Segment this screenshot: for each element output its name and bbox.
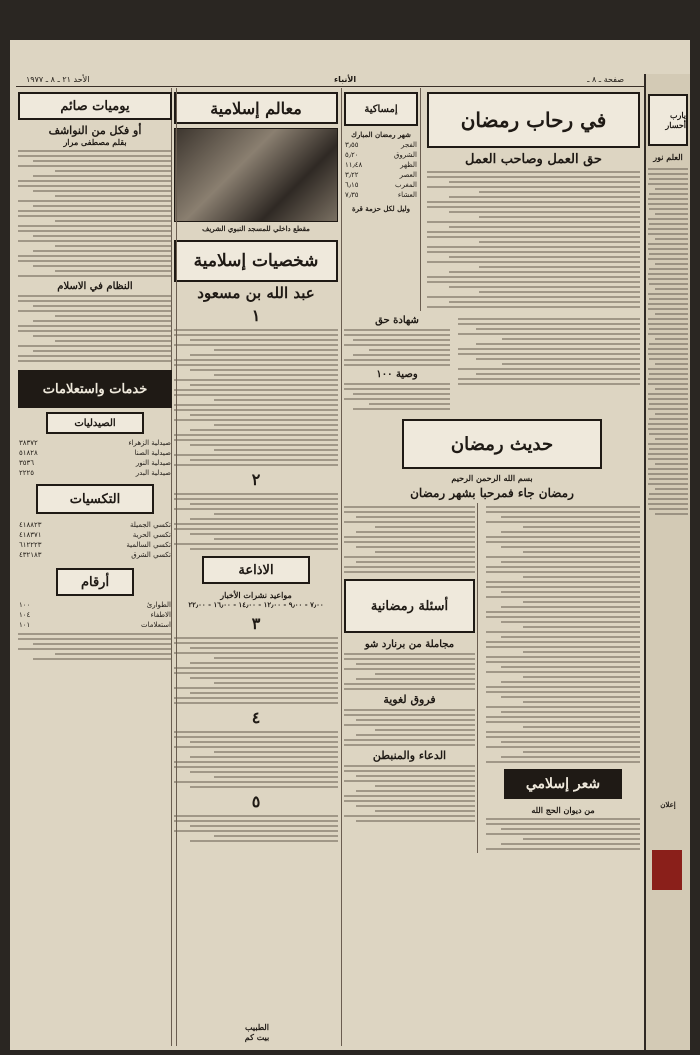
figures-head <box>174 240 338 282</box>
pharmacy-row <box>16 438 174 448</box>
taxi-head-text: التكسيات <box>69 491 121 507</box>
ad-mosque-icon <box>652 850 682 890</box>
pharmacy-row <box>16 448 174 458</box>
numbers-head <box>56 568 134 596</box>
taxi-row <box>16 530 174 540</box>
strip-text <box>646 168 690 515</box>
section-number-1: ١ <box>251 306 261 325</box>
section-number-2: ٢ <box>251 470 261 489</box>
ad-box <box>648 800 688 810</box>
taxi-value: ٤١٨٣٧١ <box>19 531 42 539</box>
imsakiya-value: ٥٫٢٠ <box>345 151 359 159</box>
imsakiya-row <box>342 190 420 200</box>
imsakiya-head <box>344 92 418 126</box>
number-row <box>16 600 174 610</box>
imsakiya-row <box>342 150 420 160</box>
radio-head <box>202 556 310 584</box>
number-row <box>16 610 174 620</box>
diary-author: بقلم مصطفى مرار <box>63 137 127 147</box>
pharmacy-value: ٣٥٣٦ <box>19 459 35 467</box>
imsakiya-name: العصر <box>399 171 417 179</box>
ad-label: إعلان <box>660 800 676 809</box>
islamic-head <box>174 92 338 124</box>
imsakiya-name: المغرب <box>395 181 417 189</box>
pharmacy-value: ٣٨٣٧٢ <box>19 439 38 447</box>
pharmacy-value: ٥١٨٢٨ <box>19 449 38 457</box>
pharmacy-value: ٢٢٢٥ <box>19 469 35 477</box>
ramadan-body <box>425 171 642 308</box>
poetry-head <box>504 769 622 799</box>
talk-head-text: حديث رمضان <box>450 433 554 455</box>
imsakiya-head-text: إمساكية <box>364 103 398 115</box>
number-name: الاطفاء <box>150 611 171 619</box>
questions-head <box>344 579 475 633</box>
bet-head: بيت كم <box>244 1032 270 1042</box>
pharmacy-row <box>16 468 174 478</box>
talk-head <box>402 419 602 469</box>
imsakiya-name: الفجر <box>401 141 417 149</box>
taxi-name: تكسي الحرية <box>132 531 171 539</box>
figure-body-5 <box>172 815 340 842</box>
poetry-head-text: شعر إسلامي <box>525 776 601 792</box>
imsakiya-value: ٣٫٥٥ <box>345 141 359 149</box>
taxi-value: ٤٣٢١٨٣ <box>19 551 42 559</box>
ramadan-sub: حق العمل وصاحب العمل <box>465 152 602 167</box>
doctor-box <box>182 1022 332 1042</box>
diary-body <box>16 150 174 277</box>
mosque-photo <box>174 128 338 222</box>
imsakiya-box <box>342 88 421 311</box>
islamic-head-text: معالم إسلامية <box>210 98 302 118</box>
number-name: استعلامات <box>141 621 171 629</box>
radio-sub: مواعيد نشرات الأخبار <box>220 590 292 600</box>
linguistic-body <box>342 709 477 746</box>
poetry-body <box>484 818 642 850</box>
pharmacy-row <box>16 458 174 468</box>
diary-head <box>18 92 172 120</box>
talk-basmala: بسم الله الرحمن الرحيم <box>451 473 533 483</box>
taxi-head <box>36 484 154 514</box>
pharmacy-name: صيدلية الزهراء <box>128 439 171 447</box>
date-line: الأحد ٢١ ـ ٨ ـ ١٩٧٧ <box>26 75 90 84</box>
section-number-3: ٣ <box>251 614 261 633</box>
strip-box <box>648 94 688 146</box>
section-number-4: ٤ <box>251 708 261 727</box>
imsakiya-value: ٦٫١٥ <box>345 181 359 189</box>
services-head-text: خدمات واستعلامات <box>42 381 148 397</box>
imsakiya-row <box>342 160 420 170</box>
imsakiya-name: العشاء <box>397 191 417 199</box>
number-value: ١٠٤ <box>19 611 31 619</box>
number-row <box>16 620 174 630</box>
poetry-sub: من ديوان الحج الله <box>531 805 595 815</box>
ramadan-head-text: في رحاب رمضان <box>460 108 607 132</box>
imsakiya-value: ٣٫٢٢ <box>345 171 359 179</box>
imsakiya-name: الظهر <box>400 161 417 169</box>
linguistic-head: فروق لغوية <box>383 693 436 706</box>
middle-column <box>171 88 340 1046</box>
taxi-row <box>16 540 174 550</box>
pharmacy-head <box>46 412 144 434</box>
talk-body <box>484 506 642 763</box>
left-column <box>16 88 174 1046</box>
pharmacy-name: صيدلية النور <box>135 459 171 467</box>
page-number: صفحة ـ ٨ ـ <box>587 75 624 84</box>
taxi-row <box>16 520 174 530</box>
islam-head: النظام في الاسلام <box>57 281 133 292</box>
radio-times: ٧٫٠٠ - ٩٫٠٠ - ١٢٫٠٠ - ١٤٫٠٠ - ١٦٫٠٠ - ٢٢٫٠٠ <box>188 600 324 609</box>
taxi-name: تكسي الشرق <box>131 551 171 559</box>
imsakiya-sub: شهر رمضان المبارك <box>351 130 411 139</box>
taxi-name: تكسي الجميلة <box>130 521 171 529</box>
doctor-head: الطبيب <box>245 1022 269 1032</box>
imsakiya-value: ١١٫٤٨ <box>345 161 363 169</box>
prayer-head: الدعاء والمنبطن <box>372 749 447 762</box>
taxi-value: ٦١٢٢٢٣ <box>19 541 42 549</box>
number-value: ١٠١ <box>19 621 31 629</box>
numbers-head-text: أرقام <box>80 574 110 590</box>
right-body <box>342 506 477 573</box>
paper-name: الأنباء <box>334 75 357 84</box>
prayer-body <box>342 765 477 822</box>
testimony-head: شهادة حق <box>375 315 419 326</box>
questions-head-text: أسئلة رمضانية <box>370 598 449 614</box>
newspaper-page <box>10 40 690 1050</box>
imsakiya-row <box>342 140 420 150</box>
pharmacy-head-text: الصيدليات <box>74 417 116 429</box>
radio-head-text: الاذاعة <box>238 562 274 578</box>
talk-title: رمضان جاء فمرحبا بشهر رمضان <box>410 486 574 500</box>
ramadan-body-2 <box>456 318 642 385</box>
imsakiya-value: ٧٫٣٥ <box>345 191 359 199</box>
services-head <box>18 370 172 408</box>
advice-head: وصية ١٠٠ <box>376 369 418 380</box>
figure-body-1 <box>172 329 340 466</box>
taxi-list <box>16 520 174 560</box>
number-name: الطوارئ <box>146 601 171 609</box>
photo-caption: مقطع داخلي للمسجد النبوي الشريف <box>202 224 310 233</box>
strip-sub: العلم نور <box>653 152 683 162</box>
pharmacy-list <box>16 438 174 478</box>
page-header <box>16 74 684 87</box>
diary-title: أو فكل من النواشف <box>48 124 142 137</box>
pharmacy-name: صيدلية الصنا <box>134 449 171 457</box>
numbers-extra <box>16 633 174 660</box>
ramadan-column <box>341 88 642 1046</box>
strip-head: يارب أحسار <box>665 110 686 130</box>
imsakiya-row <box>342 170 420 180</box>
left-divider <box>176 88 177 1046</box>
imsakiya-note: وليل لكل حزمة قرة <box>351 204 411 213</box>
figure-body-4 <box>172 731 340 788</box>
figure-body-3 <box>172 637 340 704</box>
islam-body <box>16 295 174 362</box>
advice-body <box>342 383 452 410</box>
section-number-5: ٥ <box>251 792 261 811</box>
taxi-row <box>16 550 174 560</box>
figure-body-2 <box>172 493 340 550</box>
adjacent-page-strip <box>644 74 690 1050</box>
numbers-list <box>16 600 174 630</box>
questions-body <box>342 653 477 690</box>
figure-name: عبد الله بن مسعود <box>197 284 315 302</box>
questions-sub: مجاملة من برنارد شو <box>364 639 455 650</box>
ramadan-head <box>427 92 640 148</box>
number-value: ١٠٠ <box>19 601 31 609</box>
taxi-value: ٤١٨٨٢٣ <box>19 521 42 529</box>
imsakiya-row <box>342 180 420 190</box>
diary-head-text: يوميات صائم <box>60 98 130 114</box>
imsakiya-table <box>342 140 420 200</box>
taxi-name: تكسي السالمية <box>126 541 171 549</box>
figures-head-text: شخصيات إسلامية <box>193 251 319 271</box>
pharmacy-name: صيدلية البدر <box>135 469 171 477</box>
testimony-body <box>342 329 452 366</box>
imsakiya-name: الشروق <box>394 151 417 159</box>
